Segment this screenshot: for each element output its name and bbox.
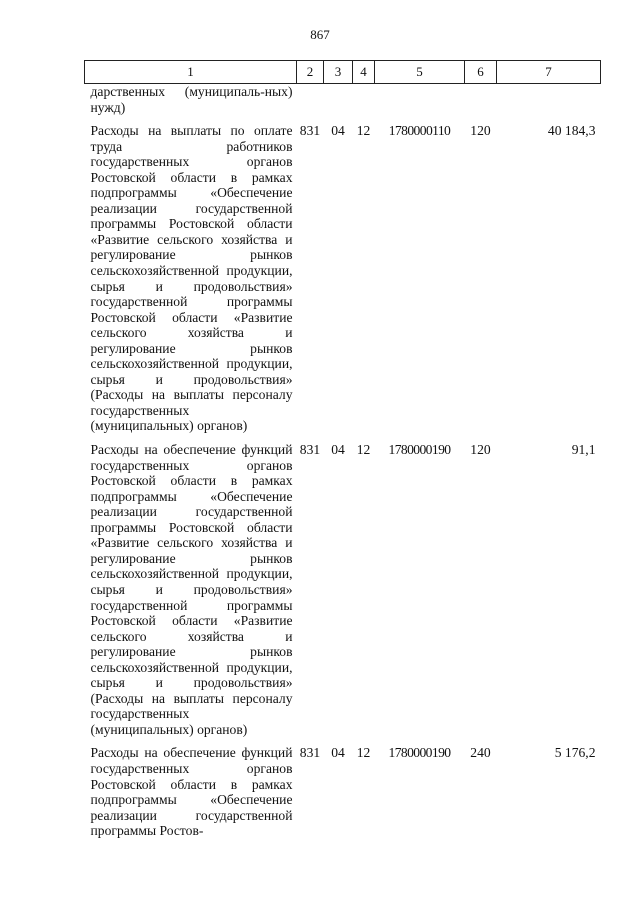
row-amount: 91,1	[571, 442, 596, 458]
row-expense-type: 120	[470, 123, 491, 139]
row-expense-type: 120	[470, 442, 491, 458]
row-expense-type: 240	[470, 745, 491, 761]
col-header-admin: 2	[297, 61, 324, 84]
row-admin-code	[297, 84, 324, 116]
budget-table	[84, 60, 601, 839]
row-target-code: 1780000190	[388, 442, 451, 458]
row-description: дарственных (муниципаль-ных) нужд)	[90, 84, 293, 115]
row-description: Расходы на выплаты по оплате труда работников государственных органов Ростовской области в рамках подпрограммы «Обеспечение реализации государственной программы Ростовской области «Развитие сельского хозяйства и регулирование рынков сельскохозяйственной продукции, сырья и продовольствия» государственной программы Ростовской области «Развитие сельского хозяйства и регулирование рынков сельскохозяйственной продукции, сырья и продовольствия» (Расходы на выплаты персоналу государственных (муниципальных) органов)	[90, 123, 293, 434]
page-number: 867	[310, 27, 330, 42]
col-header-amount: 7	[497, 61, 601, 84]
row-amount	[497, 84, 601, 116]
row-section: 04	[331, 745, 345, 761]
row-section: 04	[331, 442, 345, 458]
col-header-section: 3	[324, 61, 353, 84]
row-admin-code: 831	[299, 123, 321, 139]
row-subsection: 12	[356, 745, 371, 761]
table-row	[85, 115, 601, 434]
table-row	[85, 737, 601, 838]
row-target-code: 1780000190	[388, 745, 451, 761]
row-subsection: 12	[356, 442, 371, 458]
col-header-type: 6	[465, 61, 497, 84]
row-section: 04	[331, 123, 345, 139]
row-amount: 5 176,2	[554, 745, 596, 761]
col-header-description: 1	[85, 61, 297, 84]
row-amount: 40 184,3	[547, 123, 596, 139]
row-description: Расходы на обеспечение функций государственных органов Ростовской области в рамках подпрограммы «Обеспечение реализации государственной программы Ростов-	[90, 745, 293, 839]
row-expense-type	[465, 84, 497, 116]
col-header-subsection: 4	[353, 61, 375, 84]
table-row	[85, 84, 601, 116]
row-target-code	[375, 84, 465, 116]
table-row	[85, 434, 601, 737]
row-subsection: 12	[356, 123, 371, 139]
col-header-target: 5	[375, 61, 465, 84]
row-admin-code: 831	[299, 442, 321, 458]
row-description: Расходы на обеспечение функций государственных органов Ростовской области в рамках подпрограммы «Обеспечение реализации государственной программы Ростовской области «Развитие сельского хозяйства и регулирование рынков сельскохозяйственной продукции, сырья и продовольствия» государственной программы Ростовской области «Развитие сельского хозяйства и регулирование рынков сельскохозяйственной продукции, сырья и продовольствия» (Расходы на выплаты персоналу государственных (муниципальных) органов)	[90, 442, 293, 737]
row-subsection	[353, 84, 375, 116]
row-section	[324, 84, 353, 116]
row-admin-code: 831	[299, 745, 321, 761]
header-row	[85, 61, 601, 84]
row-target-code: 1780000110	[388, 123, 451, 139]
